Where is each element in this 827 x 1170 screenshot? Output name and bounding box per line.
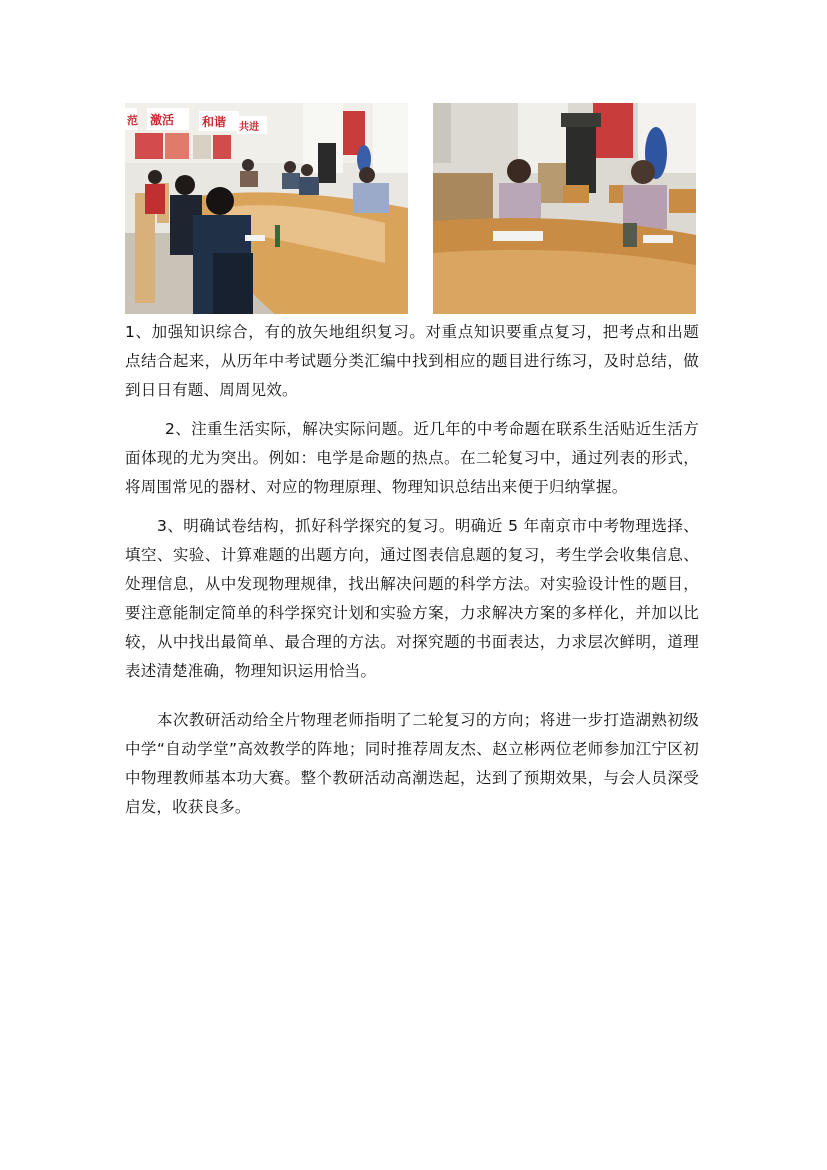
banner-char-1: 范 bbox=[127, 114, 138, 127]
banner-char-3: 和谐 bbox=[202, 115, 227, 129]
paragraph-1: 1、加强知识综合，有的放矢地组织复习。对重点知识要重点复习，把考点和出题点结合起来，从历年中考试题分类汇编中找到相应的题目进行练习，及时总结，做到日日有题、周周见效。 bbox=[125, 323, 699, 399]
meeting-photo-right bbox=[433, 103, 696, 314]
meeting-photo-left-image bbox=[125, 103, 408, 314]
meeting-photo-right-image bbox=[433, 103, 696, 314]
paragraph-3: 3、明确试卷结构，抓好科学探究的复习。明确近 5 年南京市中考物理选择、填空、实验、计算难题的出题方向，通过图表信息题的复习，考生学会收集信息、处理信息，从中发现物理规律，找出解决问题的科学方法。对实验设计性的题目，要注意能制定简单的科学探究计划和实验方案，力求解决方案的多样化，并加以比较，从中找出最简单、最合理的方法。对探究题的书面表达，力求层次鲜明，道理表述清楚准确，物理知识运用恰当。 bbox=[125, 517, 699, 680]
paragraph-2: 2、注重生活实际，解决实际问题。近几年的中考命题在联系生活贴近生活方面体现的尤为突出。例如：电学是命题的热点。在二轮复习中，通过列表的形式，将周围常见的器材、对应的物理原理、物理知识总结出来便于归纳掌握。 bbox=[125, 420, 699, 496]
paragraph-4: 本次教研活动给全片物理老师指明了二轮复习的方向；将进一步打造湖熟初级中学“自动学堂”高效教学的阵地；同时推荐周友杰、赵立彬两位老师参加江宁区初中物理教师基本功大赛。整个教研活动高潮迭起，达到了预期效果，与会人员深受启发，收获良多。 bbox=[125, 711, 699, 816]
meeting-photo-left bbox=[125, 103, 408, 314]
banner-char-2: 激活 bbox=[150, 113, 175, 127]
banner-char-4: 共进 bbox=[239, 122, 259, 133]
